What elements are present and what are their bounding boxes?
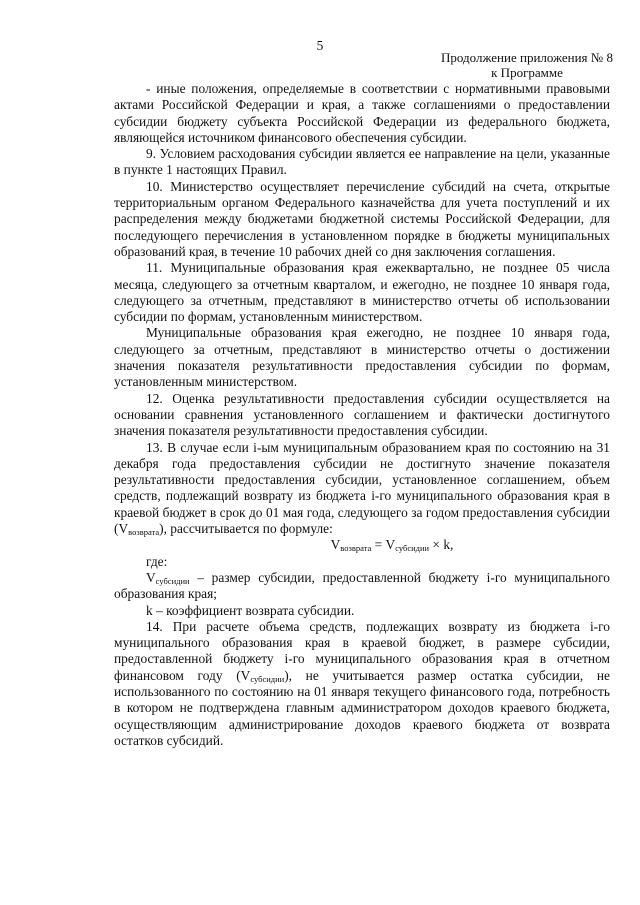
formula-lhs: V	[330, 537, 341, 553]
paragraph-14-tail: ), не учитывается размер остатка субсидии, не использованного по состоянию на 01 января текущего финансового года, потребность в котором не подтверждена главным администратором доходов краевого бюджета, осуществляющим администрирование доходов краевого бюджета от возврата остатков субсидий.	[114, 667, 610, 748]
paragraph-10: 10. Министерство осуществляет перечисление субсидий на счета, открытые территориальным органом Федерального казначейства для учета поступлений и их распределения между бюджетами бюджетной системы Российской Федерации, для последующего перечисления в установленном порядке в бюджеты муниципальных образований края, в течение 10 рабочих дней со дня заключения соглашения.	[114, 178, 610, 259]
definition-k: k – коэффициент возврата субсидии.	[146, 602, 355, 618]
paragraph-9: 9. Условием расходования субсидии является ее направление на цели, указанные в пункте 1 настоящих Правил.	[114, 146, 610, 178]
appendix-line-1: Продолжение приложения № 8	[441, 50, 613, 65]
appendix-line-2: к Программе	[491, 64, 563, 80]
paragraph-other-provisions: - иные положения, определяемые в соответствии с нормативными правовыми актами Российской Федерации и края, а также соглашениями о предоставлении субсидии бюджету субъекта Российской Федерации из федерального бюджета, являющейся источником финансового обеспечения субсидии.	[114, 81, 610, 145]
definition-v-subsidy	[114, 570, 610, 603]
appendix-note	[432, 51, 622, 80]
where-label: где:	[146, 553, 168, 569]
formula-rhs-subscript: субсидии	[395, 543, 430, 554]
definition-v-text: – размер субсидии, предоставленной бюджету i-го муниципального образования края;	[114, 569, 610, 602]
formula-equals: = V	[371, 537, 396, 553]
paragraph-14-subscript: субсидии	[250, 673, 285, 684]
definition-v-subscript: субсидии	[155, 575, 190, 586]
formula-lhs-subscript: возврата	[340, 543, 372, 554]
paragraph-13	[114, 440, 610, 538]
paragraph-14-text: 14. При расчете объема средств, подлежащих возврату из бюджета i-го муниципального образования края в краевой бюджет, в размере субсидии, предоставленной бюджету i-го муниципального образования края в отчетном финансовом году (V	[114, 618, 610, 683]
paragraph-12: 12. Оценка результативности предоставления субсидии осуществляется на основании сравнения установленного соглашением и фактически достигнутого значения показателя результативности предоставления субсидии.	[114, 390, 610, 439]
paragraph-13-text: 13. В случае если i-ым муниципальным образованием края по состоянию на 31 декабря года предоставления субсидии не достигнуто значение показателя результативности предоставления субсидии, установленное соглашением, объем средств, подлежащий возврату из бюджета i-го муниципального образования края в краевой бюджет в срок до 01 мая года, следующего за годом предоставления субсидии (V	[114, 439, 610, 537]
return-formula	[114, 537, 610, 553]
paragraph-14	[114, 619, 610, 749]
page-number: 5	[316, 38, 324, 53]
document-body	[114, 81, 610, 749]
paragraph-11-annual: Муниципальные образования края ежегодно, не позднее 10 января года, следующего за отчетным, представляют в министерство отчеты о достижении значения показателя результативности предоставления субсидии по формам, установленным министерством.	[114, 325, 610, 390]
paragraph-11: 11. Муниципальные образования края ежеквартально, не позднее 05 числа месяца, следующего за отчетным кварталом, и ежегодно, не позднее 10 января года, следующего за отчетным, представляют в министерство отчеты об использовании субсидии по формам, установленным министерством.	[114, 260, 610, 325]
formula-tail: × k,	[429, 537, 454, 553]
definition-v: V	[146, 569, 156, 585]
paragraph-13-tail: ), рассчитывается по формуле:	[159, 521, 333, 537]
paragraph-13-subscript: возврата	[128, 527, 160, 538]
